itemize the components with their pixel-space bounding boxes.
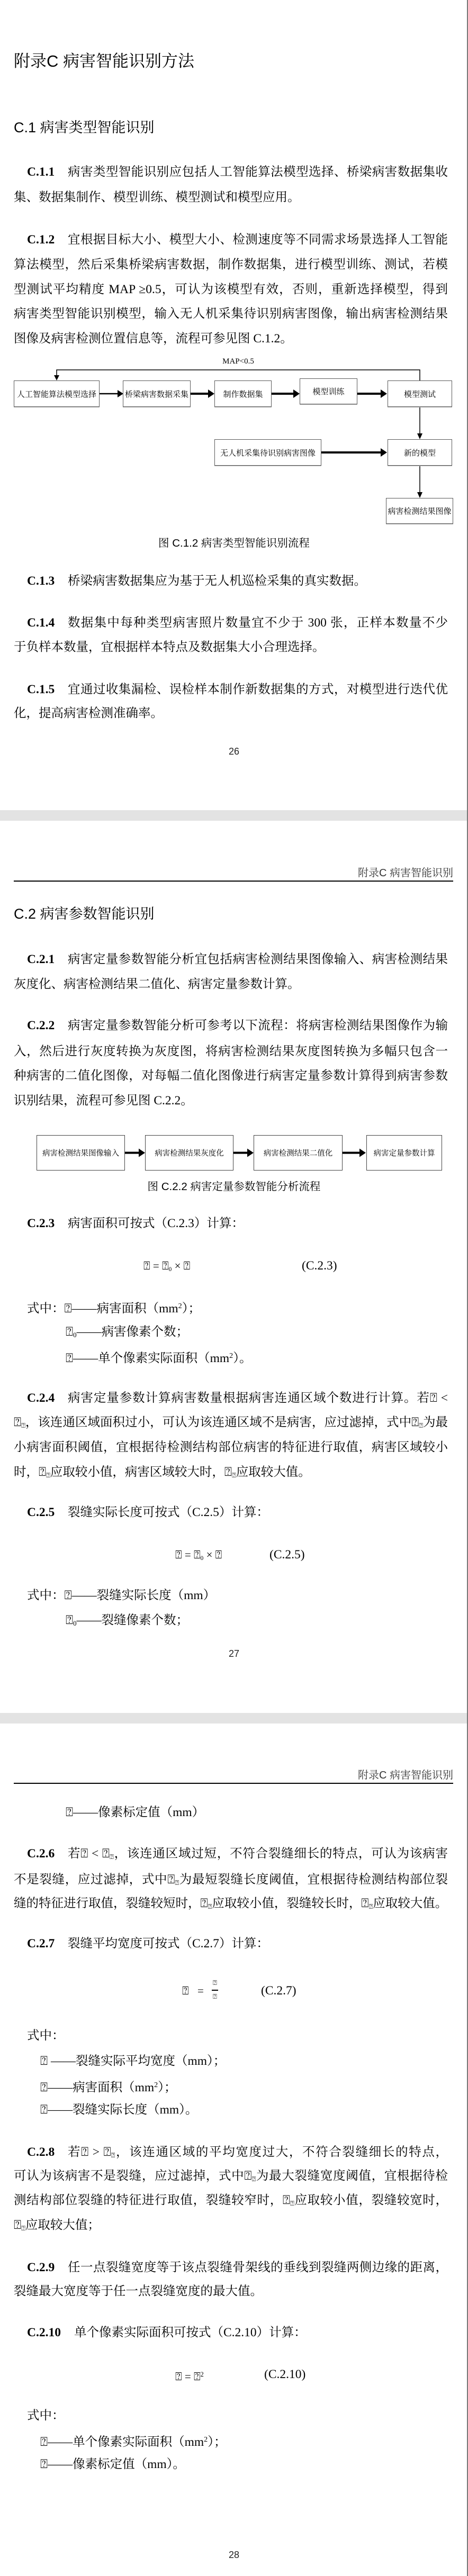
clause-text-line: 识别结果，流程可参见图 C.2.2。: [14, 1094, 193, 1108]
text-run: 测结构部位裂缝的特征进行取值，裂缝较窄时，⍰: [14, 2193, 291, 2207]
where-line: [40, 2077, 176, 2096]
header-rule: [14, 1783, 453, 1784]
text-run: ⍰: [14, 1416, 22, 1429]
where-run: ⍰——单个像素实际面积（mm: [66, 1351, 230, 1365]
clause-text-line: 小病害面积阈值，宜根据待检测结构部位病害的特征进行取值，病害区域较小: [14, 1440, 448, 1454]
where-label: 式中：: [27, 2409, 65, 2423]
clause-number: C.1.3: [27, 574, 55, 588]
flow-box-label: 桥梁病害数据采集: [124, 389, 188, 399]
formula-c2-5: [175, 1547, 222, 1566]
clause-number: C.2.3: [27, 1217, 55, 1230]
formula-tag: (C.2.10): [264, 2368, 306, 2381]
running-header: 附录C 病害智能识别: [358, 867, 453, 879]
clause-text-line: [14, 1464, 448, 1483]
text-run: ⍰: [14, 2218, 22, 2232]
subscript: ⍰: [110, 1853, 114, 1861]
formula-subscript: 0: [168, 1266, 172, 1273]
formula-subscript: 0: [200, 1555, 204, 1562]
clause-text-line: 病害定量参数智能分析可参考以下流程：将病害检测结果图像作为输: [68, 1019, 448, 1032]
where-run: ⍰: [66, 1613, 74, 1627]
where-line: ⍰——像素标定值（mm）: [66, 1806, 205, 1819]
where-run: ）。: [233, 1351, 252, 1365]
clause-text-line: 型测试平均精度 MAP ≥0.5，可认为该模型有效，否则，重新选择模型，得到: [14, 283, 448, 296]
where-line: [66, 1612, 188, 1631]
text-run: 应取较大值；: [25, 2218, 100, 2232]
flow-arrow: [272, 389, 300, 398]
clause-text-line: 数据集中每种类型病害照片数量宜不少于 300 张，正样本数量不少: [68, 616, 448, 630]
flow-box-data-collection: [123, 380, 191, 407]
page-gap: [0, 1713, 467, 1724]
formula-c2-10: [175, 2366, 204, 2384]
page-number: 28: [228, 2550, 240, 2560]
subscript: 0: [73, 1331, 77, 1339]
clause-text-line: [68, 2144, 448, 2163]
clause-number: C.1.4: [27, 616, 55, 630]
superscript: 2: [229, 1352, 233, 1360]
clause-text-line: 化，提高病害检测准确率。: [14, 706, 163, 720]
flow-arrow-down: [417, 466, 422, 498]
header-rule: [14, 881, 453, 882]
flow-box-label: 病害检测结果灰度化: [155, 1149, 224, 1158]
text-run: 为最: [422, 1416, 448, 1429]
flow-arrow: [233, 1149, 254, 1157]
text-run: 不是裂缝，应过滤掉，式中⍰: [14, 1873, 175, 1886]
loop-condition-label: MAP<0.5: [222, 357, 254, 366]
formula-run: × ⍰: [172, 1259, 191, 1272]
clause-text-line: [14, 2168, 448, 2187]
clause-number: C.1.1: [27, 165, 55, 179]
text-run: 缝的特征进行取值，裂缝较短时，⍰: [14, 1897, 208, 1910]
flow-box-label: 制作数据集: [223, 389, 263, 399]
page-number: 26: [228, 746, 240, 757]
superscript: 2: [178, 1302, 182, 1310]
flow-box-result-images: [386, 498, 453, 524]
clause-number: C.2.5: [27, 1505, 55, 1519]
clause-text-line: 于负样本数量，宜根据样本特点及数据集大小合理选择。: [14, 640, 325, 654]
clause-number: C.2.7: [27, 1937, 55, 1951]
subscript: ⍰: [46, 1471, 50, 1480]
flow-box-make-dataset: [214, 380, 272, 407]
clause-text-line: 集、数据集制作、模型训练、模型测试和模型应用。: [14, 191, 300, 204]
where-line: [40, 2432, 226, 2450]
figure-caption: 图 C.2.2 病害定量参数智能分析流程: [147, 1181, 321, 1193]
text-run: 应取较小值，裂缝较宽时，: [294, 2193, 448, 2207]
formula-tag: (C.2.7): [261, 1984, 296, 1998]
text-run: ，该连通区域面积过小，可认为该连通区域不是病害，应过滤掉，式中⍰: [25, 1416, 419, 1429]
where-run: ——病害像素个数；: [76, 1325, 189, 1339]
clause-text-line: 病害类型智能识别模型，输入无人机采集待识别病害图像，输出病害检测结果: [14, 307, 448, 321]
formula-run: ⍰ = ⍰: [175, 2370, 201, 2383]
clause-number: C.1.2: [27, 233, 55, 247]
flow-arrow: [343, 1149, 366, 1157]
where-line: 式中：⍰——裂缝实际长度（mm）: [27, 1589, 216, 1602]
formula-run: ⍰ = ⍰: [143, 1259, 169, 1272]
flow-arrow: [191, 389, 214, 398]
text-run: 若⍰ < ⍰: [68, 1847, 110, 1861]
text-run: 为最大裂缝宽度阈值，宜根据待检: [256, 2169, 448, 2183]
flow-arrow: [100, 390, 123, 397]
superscript: 2: [204, 2435, 208, 2444]
subscript: ⍰: [21, 1421, 25, 1430]
where-line: ⍰——裂缝实际长度（mm）。: [40, 2103, 198, 2117]
flow-arrow: [321, 448, 387, 457]
flow-box-model-testing: [388, 380, 452, 407]
figure-caption: 图 C.1.2 病害类型智能识别流程: [158, 537, 310, 549]
text-run: 应取较大值。: [236, 1465, 311, 1479]
clause-text-line: 任一点裂缝宽度等于该点裂缝骨架线的垂线到裂缝两侧边缘的距离，: [68, 2261, 448, 2274]
clause-text-line: 宜根据目标大小、模型大小、检测速度等不同需求场景选择人工智能: [68, 233, 448, 247]
formula-tag: (C.2.3): [302, 1259, 337, 1273]
where-run: 式中：⍰——病害面积（mm: [27, 1301, 178, 1316]
flow-box-label: 模型测试: [403, 389, 436, 399]
appendix-title: 附录C 病害智能识别方法: [14, 52, 194, 70]
clause-text-line: 裂缝最大宽度等于任一点裂缝宽度的最大值。: [14, 2284, 263, 2298]
text-run: 可认为该病害不是裂缝，应过滤掉，式中⍰: [14, 2169, 252, 2183]
where-label: 式中：: [27, 2029, 65, 2043]
formula-equals: =: [197, 1984, 204, 1997]
flow-box-label: 病害检测结果图像输入: [42, 1149, 119, 1158]
formula-c2-3: [143, 1258, 190, 1277]
flow-arrow-down: [417, 407, 422, 439]
flow-box-label: 病害检测结果二值化: [263, 1149, 333, 1158]
clause-number: C.2.6: [27, 1847, 55, 1861]
text-run: 为最短裂缝长度阈值，宜根据待检测结构部位裂: [179, 1873, 448, 1886]
flow-box-binarize: [254, 1135, 343, 1171]
subscript: ⍰: [251, 2175, 256, 2183]
running-header: 附录C 病害智能识别: [358, 1770, 453, 1781]
clause-number: C.2.2: [27, 1019, 55, 1032]
formula-numerator: ⍰: [213, 1979, 217, 1987]
where-run: ）；: [182, 1301, 201, 1316]
formula-run: ⍰ = ⍰: [175, 1548, 201, 1561]
clause-text-line: 病害面积可按式（C.2.3）计算：: [68, 1217, 244, 1230]
clause-text-line: 图像及病害检测位置信息等，流程可参见图 C.1.2。: [14, 332, 293, 346]
subscript: ⍰: [419, 1421, 423, 1430]
clause-text-line: 病害类型智能识别应包括人工智能算法模型选择、桥梁病害数据集收: [68, 165, 448, 179]
loop-back-arrow: [54, 370, 420, 380]
where-run: ）；: [158, 2080, 177, 2094]
text-run: 应取较小值，裂缝较长时，⍰: [212, 1897, 369, 1910]
flow-box-label: 模型训练: [312, 387, 345, 396]
clause-text-line: [14, 1414, 448, 1434]
page-number: 27: [228, 1648, 240, 1659]
flow-box-drone-images: [214, 439, 321, 466]
clause-text-line: 裂缝平均宽度可按式（C.2.7）计算：: [68, 1937, 269, 1951]
page-gap: [0, 810, 467, 821]
superscript: 2: [154, 2081, 158, 2089]
flow-box-label: 人工智能算法模型选择: [16, 389, 96, 399]
subscript: ⍰: [111, 2151, 115, 2160]
flow-box-new-model: [388, 439, 452, 466]
subscript: ⍰: [208, 1902, 212, 1911]
clause-text-line: 入，然后进行灰度转换为灰度图，将病害检测结果灰度图转换为多幅只包含一: [14, 1045, 448, 1058]
where-run: ⍰: [66, 1325, 74, 1339]
clause-number: C.2.4: [27, 1391, 55, 1405]
clause-text-line: 宜通过收集漏检、误检样本制作新数据集的方式，对模型进行迭代优: [68, 683, 448, 696]
subscript: ⍰: [231, 1471, 236, 1480]
where-line: [27, 1298, 201, 1317]
where-line: ⍰——像素标定值（mm）。: [40, 2457, 185, 2471]
clause-text-line: [14, 2192, 448, 2211]
flow-arrow: [357, 389, 387, 398]
flow-arrow: [125, 1149, 145, 1157]
clause-text-line: 病害定量参数计算病害数量根据病害连通区域个数进行计算。若⍰ <: [68, 1391, 448, 1405]
where-run: ⍰——单个像素实际面积（mm: [40, 2435, 204, 2449]
clause-text-line: [68, 1846, 448, 1865]
clause-number: C.2.10: [27, 2326, 61, 2339]
subscript: ⍰: [21, 2224, 25, 2233]
clause-text-line: [14, 1872, 448, 1891]
clause-number: C.2.1: [27, 953, 55, 966]
flow-box-parameter-calc: [366, 1135, 442, 1171]
flow-box-model-training: [300, 378, 357, 404]
text-run: 应取较小值，病害区域较大时，⍰: [50, 1465, 232, 1479]
flow-box-label: 新的模型: [403, 448, 436, 458]
clause-text-line: [14, 2217, 448, 2236]
subscript: ⍰: [368, 1902, 373, 1911]
where-run: ——裂缝像素个数；: [76, 1613, 189, 1627]
section-heading-c1: C.1 病害类型智能识别: [14, 120, 155, 135]
clause-text-line: 病害定量参数智能分析宜包括病害检测结果图像输入、病害检测结果: [68, 953, 448, 966]
formula-denominator: ⍰: [213, 1992, 217, 2000]
clause-text-line: [14, 1895, 448, 1915]
text-run: ，该连通区域过短，不符合裂缝细长的特点，可认为该病害: [113, 1847, 448, 1861]
where-line: [66, 1324, 188, 1343]
flow-box-label: 病害定量参数计算: [373, 1149, 435, 1158]
clause-text-line: 裂缝实际长度可按式（C.2.5）计算：: [68, 1505, 269, 1519]
clause-text-line: 桥梁病害数据集应为基于无人机巡检采集的真实数据。: [68, 574, 366, 588]
text-run: ，该连通区域的平均宽度过大，不符合裂缝细长的特点，: [115, 2145, 448, 2159]
subscript: 0: [73, 1619, 77, 1628]
clause-text-line: 算法模型，然后采集桥梁病害数据，制作数据集，进行模型训练、测试，若模: [14, 258, 448, 271]
section-heading-c2: C.2 病害参数智能识别: [14, 906, 155, 922]
text-run: 若⍰ > ⍰: [68, 2145, 111, 2159]
text-run: 应取较大值。: [373, 1897, 448, 1910]
clause-text-line: 灰度化、病害检测结果二值化、病害定量参数计算。: [14, 977, 300, 991]
text-run: 时，⍰: [14, 1465, 47, 1479]
formula-superscript: 2: [200, 2371, 204, 2378]
flow-box-model-selection: [14, 380, 100, 407]
where-run: ）；: [208, 2435, 227, 2449]
flow-box-label: 无人机采集待识别病害图像: [220, 448, 316, 458]
subscript: ⍰: [290, 2199, 294, 2208]
formula-lhs: ⍰: [182, 1984, 189, 1997]
fraction-bar: [212, 1990, 218, 1991]
where-run: ⍰——病害面积（mm: [40, 2080, 155, 2094]
flow-box-label: 病害检测结果图像: [388, 507, 452, 516]
formula-run: × ⍰: [203, 1548, 222, 1561]
where-line: ⍰ ——裂缝实际平均宽度（mm）；: [40, 2054, 226, 2068]
formula-tag: (C.2.5): [269, 1548, 305, 1562]
clause-number: C.2.9: [27, 2261, 55, 2274]
clause-text-line: 单个像素实际面积可按式（C.2.10）计算：: [74, 2326, 307, 2339]
clause-number: C.2.8: [27, 2145, 55, 2159]
clause-text-line: 种病害的二值化图像，对每幅二值化图像进行病害定量参数计算得到病害参数: [14, 1069, 448, 1083]
where-line: [66, 1348, 251, 1366]
clause-number: C.1.5: [27, 683, 55, 696]
flow-box-grayscale: [145, 1135, 233, 1171]
subscript: ⍰: [175, 1879, 179, 1887]
flow-box-image-input: [37, 1135, 125, 1171]
